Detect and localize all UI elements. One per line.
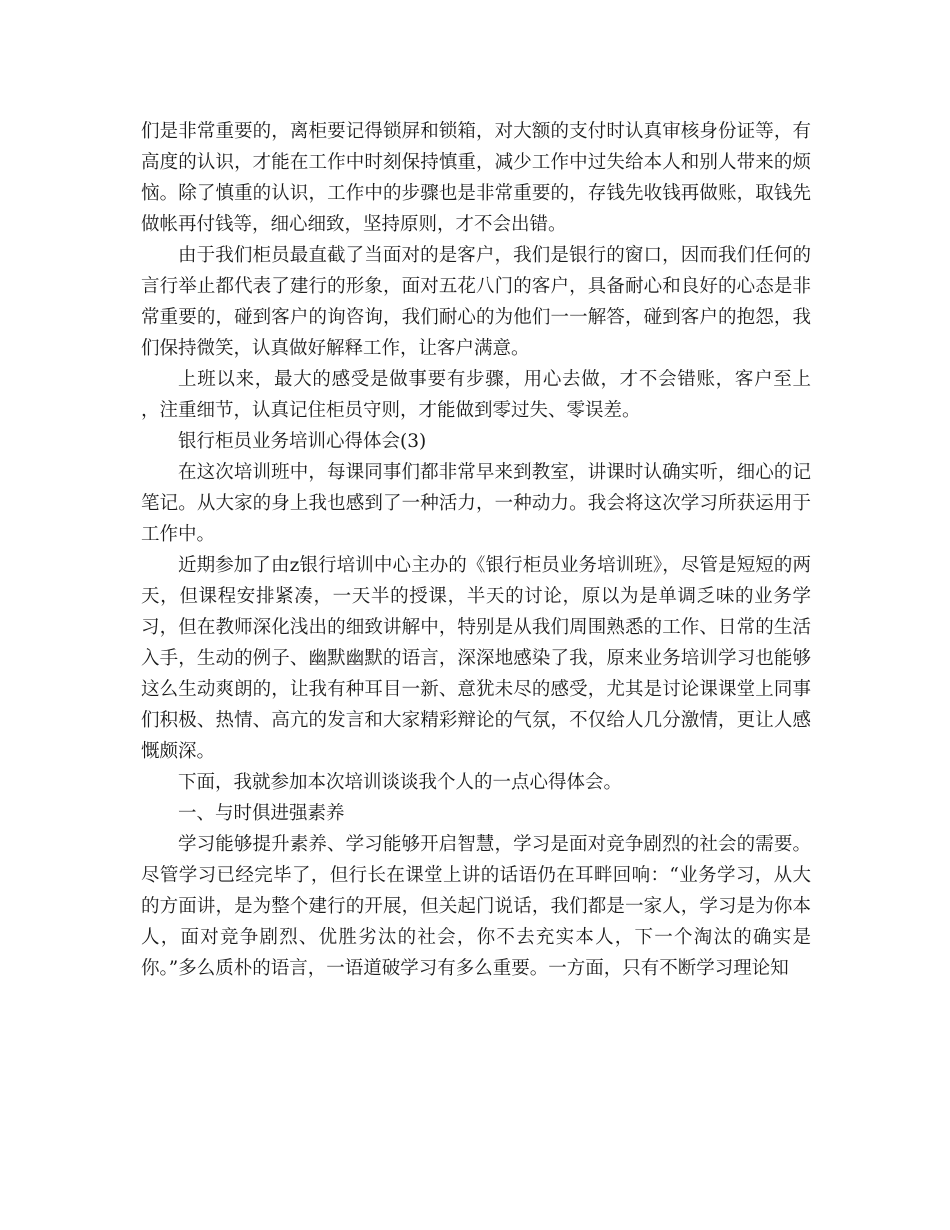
section-heading: 银行柜员业务培训心得体会(3): [178, 431, 427, 452]
paragraph: 下面，我就参加本次培训谈谈我个人的一点心得体会。: [178, 772, 623, 793]
paragraph: 由于我们柜员最直截了当面对的是客户，我们是银行的窗口，因而我们任何的言行举止都代表了建行的形象，面对五花八门的客户，具备耐心和良好的心态是非常重要的，碰到客户的询咨询，我们耐心的为他们一一解答，碰到客户的抱怨，我们保持微笑，认真做好解释工作，让客户满意。: [141, 245, 811, 359]
paragraph: 们是非常重要的，离柜要记得锁屏和锁箱，对大额的支付时认真审核身份证等，有高度的认识，才能在工作中时刻保持慎重，减少工作中过失给本人和别人带来的烦恼。除了慎重的认识，工作中的步骤也是非常重要的，存钱先收钱再做账，取钱先做帐再付钱等，细心细致，坚持原则，才不会出错。: [141, 121, 811, 235]
paragraph: 在这次培训班中，每课同事们都非常早来到教室，讲课时认确实听，细心的记笔记。从大家的身上我也感到了一种活力，一种动力。我会将这次学习所获运用于工作中。: [141, 462, 811, 545]
document-body: [141, 116, 811, 984]
subsection-heading: 一、与时俱进强素养: [178, 803, 345, 824]
paragraph: 学习能够提升素养、学习能够开启智慧，学习是面对竞争剧烈的社会的需要。尽管学习已经完毕了，但行长在课堂上讲的话语仍在耳畔回响：“业务学习，从大的方面讲，是为整个建行的开展，但关起门说话，我们都是一家人，学习是为你本人，面对竞争剧烈、优胜劣汰的社会，你不去充实本人，下一个淘汰的确实是你。”多么质朴的语言，一语道破学习有多么重要。一方面，只有不断学习理论知: [141, 834, 811, 979]
paragraph: 上班以来，最大的感受是做事要有步骤，用心去做，才不会错账，客户至上 ，注重细节，认真记住柜员守则，才能做到零过失、零误差。: [141, 369, 811, 421]
paragraph: 近期参加了由z银行培训中心主办的《银行柜员业务培训班》，尽管是短短的两天，但课程安排紧凑，一天半的授课，半天的讨论，原以为是单调乏味的业务学习，但在教师深化浅出的细致讲解中，特别是从我们周围熟悉的工作、日常的生活入手，生动的例子、幽默幽默的语言，深深地感染了我，原来业务培训学习也能够这么生动爽朗的，让我有种耳目一新、意犹未尽的感受，尤其是讨论课课堂上同事们积极、热情、高亢的发言和大家精彩辩论的气氛，不仅给人几分激情，更让人感慨颇深。: [141, 555, 811, 762]
